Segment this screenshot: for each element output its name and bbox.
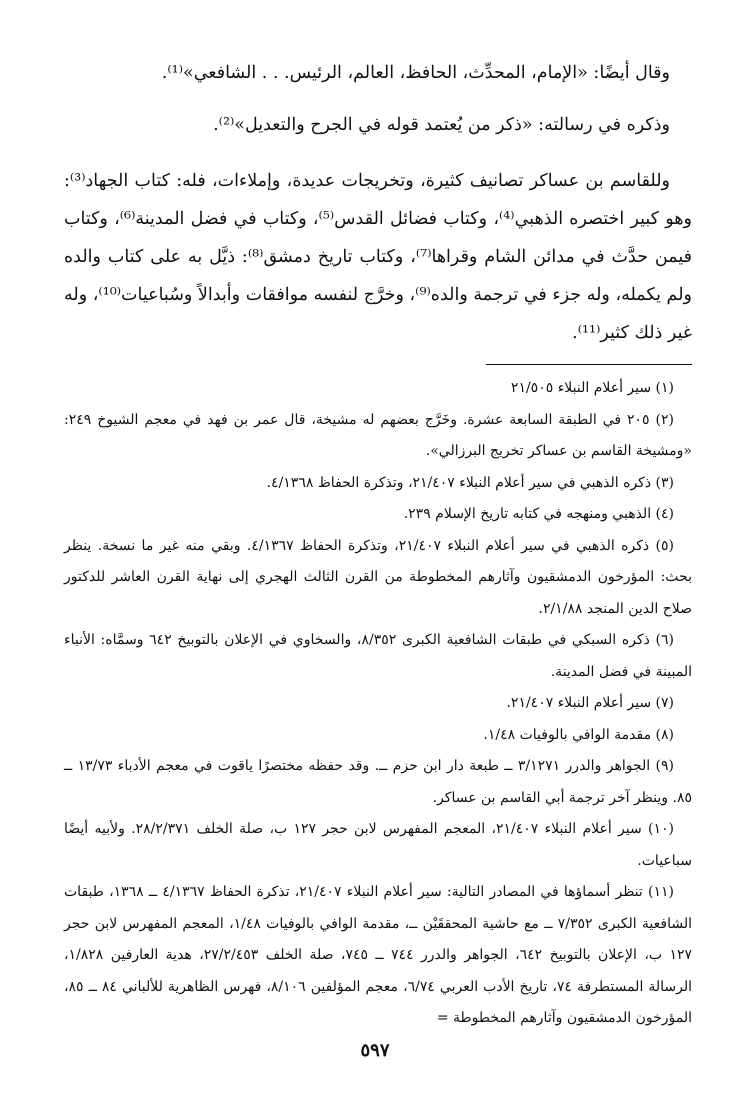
footnote-7: (٧) سير أعلام النبلاء ٢١/٤٠٧. [506,695,674,711]
footnote-9: (٩) الجواهر والدرر ٣/١٢٧١ ــ طبعة دار ابن حزم ــ. وقد حفظه مختصرًا ياقوت في معجم الأدباء ١٣/٧٣ ــ ٨٥. وينظر آخر ترجمة أبي القاسم بن عساكر. [64,758,692,806]
main-paragraph-3: وللقاسم بن عساكر تصانيف كثيرة، وتخريجات عديدة، وإملاءات، فله: كتاب الجهاد⁽³⁾: وهو كبير اختصره الذهبي⁽⁴⁾، وكتاب فضائل القدس⁽⁵⁾، وكتاب في فضل المدينة⁽⁶⁾، وكتاب فيمن حدَّث في مدائن الشام وقراها⁽⁷⁾، وكتاب تاريخ دمشق⁽⁸⁾: ذيَّل به على كتاب والده ولم يكمله، وله جزء في ترجمة والده⁽⁹⁾، وخرَّج لنفسه موافقات وأبدالاً وسُباعيات⁽¹⁰⁾، وله غير ذلك كثير⁽¹¹⁾. [64,171,693,343]
footnote-divider [486,364,692,365]
footnote-10: (١٠) سير أعلام النبلاء ٢١/٤٠٧، المعجم المفهرس لابن حجر ١٢٧ ب، صلة الخلف ٢٨/٢/٣٧١. ولأبيه أيضًا سباعيات. [64,821,692,869]
footnote-4: (٤) الذهبي ومنهجه في كتابه تاريخ الإسلام ٢٣٩. [403,506,674,522]
main-text [64,54,692,352]
footnote-11: (١١) تنظر أسماؤها في المصادر التالية: سير أعلام النبلاء ٢١/٤٠٧، تذكرة الحفاظ ٤/١٣٦٧ ــ ١٣٦٨، طبقات الشافعية الكبرى ٧/٣٥٢ ــ مع حاشية المحققَيْن ــ، مقدمة الوافي بالوفيات ١/٤٨، المعجم المفهرس لابن حجر ١٢٧ ب، الإعلان بالتوبيخ ٦٤٢، الجواهر والدرر ٧٤٤ ــ ٧٤٥، صلة الخلف ٢٧/٢/٤٥٣، هدية العارفين ١/٨٢٨، الرسالة المستطرفة ٧٤، تاريخ الأدب العربي ٦/٧٤، معجم المؤلفين ٨/١٠٦، فهرس الظاهرية للألباني ٨٤ ــ ٨٥، المؤرخون الدمشقيون وآثارهم المخطوطة = [64,884,693,1026]
main-paragraph-2: وذكره في رسالته: «ذكر من يُعتمد قوله في الجرح والتعديل»⁽²⁾. [213,115,670,135]
footnote-5: (٥) ذكره الذهبي في سير أعلام النبلاء ٢١/٤٠٧، وتذكرة الحفاظ ٤/١٣٦٧. وبقي منه غير ما نسخة. ينظر بحث: المؤرخون الدمشقيون وآثارهم المخطوطة من القرن الثالث الهجري إلى نهاية القرن العاشر للدكتور صلاح الدين المنجد ٢/١/٨٨. [64,537,692,617]
footnote-3: (٣) ذكره الذهبي في سير أعلام النبلاء ٢١/٤٠٧، وتذكرة الحفاظ ٤/١٣٦٨. [266,474,674,491]
main-paragraph-1: وقال أيضًا: «الإمام، المحدِّث، الحافظ، العالم، الرئيس. . . الشافعي»⁽¹⁾. [161,63,670,83]
footnote-1: (١) سير أعلام النبلاء ٢١/٥٠٥ [510,380,674,396]
footnotes [64,373,692,1035]
page-number: ٥٩٧ [360,1040,390,1061]
footnote-2: (٢) ٢٠٥ في الطبقة السابعة عشرة. وخَرَّج بعضهم له مشيخة، قال عمر بن فهد في معجم الشيوخ ٢٤٩: «ومشيخة القاسم بن عساكر تخريج البرزالي». [64,411,692,459]
book-page [64,54,692,1035]
footnote-6: (٦) ذكره السبكي في طبقات الشافعية الكبرى ٨/٣٥٢، والسخاوي في الإعلان بالتوبيخ ٦٤٢ وسمَّاه: الأنباء المبينة في فضل المدينة. [64,632,692,680]
footnote-8: (٨) مقدمة الوافي بالوفيات ١/٤٨. [483,726,674,743]
